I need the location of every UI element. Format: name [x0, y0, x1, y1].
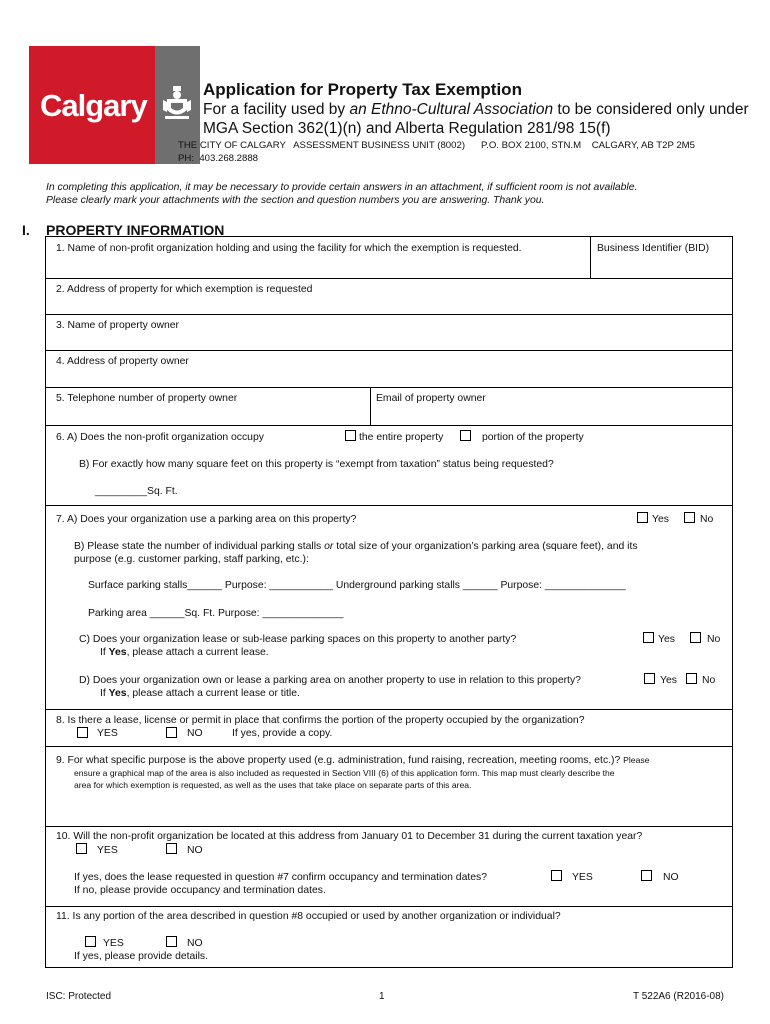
q7c-yes-label: Yes [658, 634, 675, 645]
q2-label: 2. Address of property for which exemption is requested [56, 284, 313, 295]
q8-note: If yes, provide a copy. [232, 728, 333, 739]
q10-label: 10. Will the non-profit organization be located at this address from January 01 to December 31 during the current taxation year? [56, 831, 643, 842]
section-number: I. [22, 222, 30, 238]
q5-email-label: Email of property owner [376, 393, 486, 404]
q11-no-checkbox[interactable] [166, 936, 177, 947]
q11-yes-label: YES [103, 938, 124, 949]
q8-no-checkbox[interactable] [166, 727, 177, 738]
q7a-label: 7. A) Does your organization use a parking area on this property? [56, 514, 357, 525]
q1-label: 1. Name of non-profit organization holding and using the facility for which the exemption is requested. [56, 243, 522, 254]
q10-lease-question: If yes, does the lease requested in question #7 confirm occupancy and termination dates? [74, 872, 487, 883]
q3-label: 3. Name of property owner [56, 320, 180, 331]
property-information-form [45, 236, 733, 968]
q7d-no-label: No [702, 675, 716, 686]
q10-yes-label: YES [97, 845, 118, 856]
q10-no-note: If no, please provide occupancy and termination dates. [74, 885, 326, 896]
q6a-label: 6. A) Does the non-profit organization occupy [56, 432, 264, 443]
q7a-no-checkbox[interactable] [684, 512, 695, 523]
q10-yes-checkbox[interactable] [76, 843, 87, 854]
q11-label: 11. Is any portion of the area described in question #8 occupied or used by another organization or individual? [56, 911, 561, 922]
q10-lease-yes-checkbox[interactable] [551, 870, 562, 881]
q7d-yes-checkbox[interactable] [644, 673, 655, 684]
q7c-no-checkbox[interactable] [690, 632, 701, 643]
q9-line2: ensure a graphical map of the area is also included as requested in Section VIII (6) of this application form. This map must clearly describe the [74, 768, 615, 778]
office-address: THE CITY OF CALGARY ASSESSMENT BUSINESS UNIT (8002) P.O. BOX 2100, STN.M CALGARY, AB T2P 2M5 PH: 403.268.2888 [178, 140, 696, 164]
form-subtitle: For a facility used by an Ethno-Cultural Association to be considered only under MGA Section 362(1)(n) and Alberta Regulation 281/98 15(f) [203, 101, 749, 137]
q7a-yes-label: Yes [652, 514, 669, 525]
q7d-no-checkbox[interactable] [686, 673, 697, 684]
entire-property-checkbox[interactable] [345, 430, 356, 441]
logo-wordmark: Calgary [40, 88, 147, 123]
parking-stalls-fields[interactable]: Surface parking stalls______ Purpose: ___________ Underground parking stalls ______ Purpose: ______________ [88, 580, 626, 591]
q7c-label: C) Does your organization lease or sub-lease parking spaces on this property to another party? [79, 634, 517, 645]
q10-lease-yes-label: YES [572, 872, 593, 883]
form-code: T 522A6 (R2016-08) [633, 991, 724, 1002]
footer-classification: ISC: Protected [46, 991, 112, 1002]
q7a-yes-checkbox[interactable] [637, 512, 648, 523]
section-title: PROPERTY INFORMATION [46, 222, 225, 238]
portion-property-label: portion of the property [482, 432, 584, 443]
q8-no-label: NO [187, 728, 203, 739]
q7b-line2: purpose (e.g. customer parking, staff parking, etc.): [74, 554, 309, 565]
parking-area-field[interactable]: Parking area ______Sq. Ft. Purpose: ______________ [88, 608, 344, 619]
q10-lease-no-label: NO [663, 872, 679, 883]
q11-yes-checkbox[interactable] [85, 936, 96, 947]
q7d-label: D) Does your organization own or lease a parking area on another property to use in relation to this property? [79, 675, 581, 686]
q11-no-label: NO [187, 938, 203, 949]
q4-label: 4. Address of property owner [56, 356, 189, 367]
q6b-label: B) For exactly how many square feet on this property is “exempt from taxation” status being requested? [79, 459, 554, 470]
page-number: 1 [379, 991, 385, 1002]
q9-line3: area for which exemption is requested, as well as the uses that take place on separate parts of this area. [74, 780, 472, 790]
q10-no-label: NO [187, 845, 203, 856]
q8-yes-checkbox[interactable] [77, 727, 88, 738]
entire-property-label: the entire property [359, 432, 444, 443]
q10-lease-no-checkbox[interactable] [641, 870, 652, 881]
q7c-note: If Yes, please attach a current lease. [100, 647, 269, 658]
q8-yes-label: YES [97, 728, 118, 739]
q9-label: 9. For what specific purpose is the above property used (e.g. administration, fund raising, recreation, meeting rooms, etc.)? Please [56, 755, 650, 766]
q7a-no-label: No [700, 514, 714, 525]
instructions-note: In completing this application, it may be necessary to provide certain answers in an attachment, if sufficient room is not available. Please clearly mark your attachments with the section and question numbers you are answering. Thank you. [46, 182, 638, 206]
q5-label: 5. Telephone number of property owner [56, 393, 238, 404]
bid-label: Business Identifier (BID) [597, 243, 710, 254]
q7c-no-label: No [707, 634, 721, 645]
q7d-yes-label: Yes [660, 675, 677, 686]
form-title: Application for Property Tax Exemption [203, 80, 522, 99]
q7d-note: If Yes, please attach a current lease or title. [100, 688, 300, 699]
calgary-logo [29, 46, 155, 164]
sqft-field[interactable]: _________Sq. Ft. [95, 486, 178, 497]
q10-no-checkbox[interactable] [166, 843, 177, 854]
q7c-yes-checkbox[interactable] [643, 632, 654, 643]
city-crest-icon [162, 86, 192, 122]
portion-property-checkbox[interactable] [460, 430, 471, 441]
q11-note: If yes, please provide details. [74, 951, 208, 962]
q7b-line1: B) Please state the number of individual parking stalls or total size of your organization’s parking area (square feet), and its [74, 541, 638, 552]
q8-label: 8. Is there a lease, license or permit in place that confirms the portion of the property occupied by the organization? [56, 715, 585, 726]
